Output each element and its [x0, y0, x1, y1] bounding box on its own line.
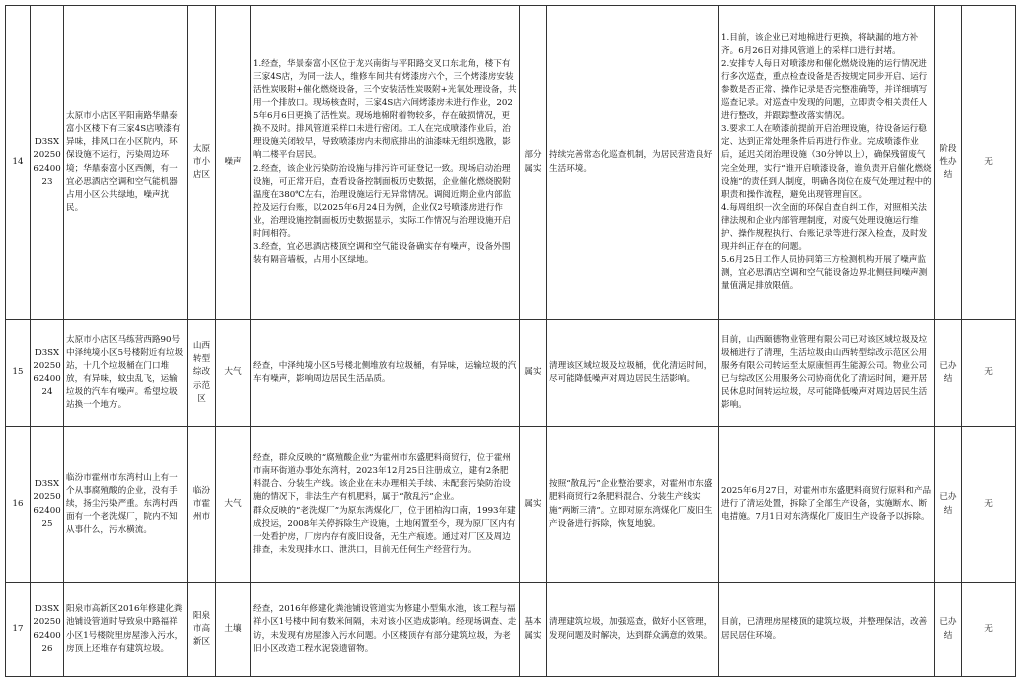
accountability: 无 [962, 6, 1016, 320]
district: 阳泉市高新区 [188, 583, 216, 677]
pollution-type: 大气 [216, 320, 251, 427]
investigation-result: 经查，群众反映的“腐殖酸企业”为霍州市东盛肥料商贸行，位于霍州市南环街道办事处东湾村，2023年12月25日注册成立，建有2条肥料混合、分装生产线。该企业在未办理相关手续、未配套污染防治设施的情况下，非法生产有机肥料，属于“散乱污”企业。 群众反映的“老洗煤厂”为原东湾煤化厂，位于团柏沟口南，1993年建成投运，2008年关停拆除生产设施，土地闲置至今，现为原厂区内有一处看护房，厂房内存有废旧设备，无生产痕迹。通过对厂区及周边排查，未发现排水口、泄洪口，目前无任何生产经营行为。 [251, 427, 520, 583]
complaint-code: D3SX2025062400 25 [31, 427, 64, 583]
handling-opinion: 清理建筑垃圾，加强巡查，做好小区管理，发现问题及时解决，达到群众满意的效果。 [547, 583, 719, 677]
investigation-result: 经查，中泽纯境小区5号楼北侧堆放有垃圾桶，有异味，运输垃圾的汽车有噪声，影响周边居民生活品质。 [251, 320, 520, 427]
complaint-description: 阳泉市高新区2016年修建化粪池铺设管道时导致泉中路福祥小区1号楼院里房屋渗入污水，房顶上还堆存有建筑垃圾。 [64, 583, 188, 677]
complaint-description: 太原市小店区平阳南路华鼎泰富小区楼下有三家4S店喷漆有异味，排风口在小区院内，环保设施不运行，污染周边环境；华鼎泰富小区西侧，有一宜必思酒店空调和空气能机器占用小区公共绿地，噪声扰民。 [64, 6, 188, 320]
district: 临汾市霍州市 [188, 427, 216, 583]
accountability: 无 [962, 583, 1016, 677]
accountability: 无 [962, 427, 1016, 583]
status: 阶段性办结 [935, 6, 962, 320]
complaint-code: D3SX2025062400 26 [31, 583, 64, 677]
table-row [6, 427, 1016, 583]
accountability: 无 [962, 320, 1016, 427]
row-number: 17 [6, 583, 31, 677]
verdict: 属实 [520, 427, 547, 583]
row-number: 14 [6, 6, 31, 320]
rectification-measures: 目前，山西颐德物业管理有限公司已对该区域垃圾及垃圾桶进行了清理，生活垃圾由山西转型综改示范区公用服务有限公司转运至太原康恒再生能源公司。物业公司已与综改区公用服务公司协商优化了清运时间，避开居民休息时间转运垃圾，尽可能降低噪声对周边居民生活影响。 [719, 320, 935, 427]
handling-opinion: 按照“散乱污”企业整治要求，对霍州市东盛肥料商贸行2条肥料混合、分装生产线实施“两断三清”。立即对原东湾煤化厂废旧生产设备进行拆除，恢复地貌。 [547, 427, 719, 583]
complaint-description: 临汾市霍州市东湾村山上有一个从事腐殖酸的企业，没有手续，扬尘污染严重。东湾村西面有一个老洗煤厂，院内不知从事什么，污水横流。 [64, 427, 188, 583]
complaint-code: D3SX2025062400 24 [31, 320, 64, 427]
table-row [6, 320, 1016, 427]
handling-opinion: 持续完善常态化巡查机制，为居民营造良好生活环境。 [547, 6, 719, 320]
investigation-result: 1.经查，华景泰富小区位于龙兴南街与平阳路交叉口东北角，楼下有三家4S店，为同一法人，维修车间共有烤漆房六个，三个烤漆房安装活性炭吸附+催化燃烧设备，三个安装活性炭吸附+光氧处理设备，共用一个排放口。现场核查时，三家4S店六间烤漆房未进行作业，2025年6月6日更换了活性炭。现场地棉附着物较多，存在破损情况，更换不及时。排风管道采样口未进行密闭。工人在完成喷漆作业后，治理设施关闭较早，导致喷漆房内未彻底排出的油漆味无组织逸散，影响二楼平台居民。 2.经查，该企业污染防治设施与排污许可证登记一致。现场启动治理设施，可正常开启，查看设备控制面板历史数据，企业催化燃烧脱附温度在380℃左右，治理设施运行无异常情况。调阅近期企业内部监控及运行台账，以2025年6月24日为例，企业仅2号喷漆房进行作业，治理设施控制面板历史数据显示，实际工作情况与治理设施开启时间相符。 3.经查，宜必思酒店楼顶空调和空气能设备确实存有噪声，设备外围装有隔音墙板，占用小区绿地。 [251, 6, 520, 320]
verdict: 属实 [520, 320, 547, 427]
handling-opinion: 清理该区域垃圾及垃圾桶，优化清运时间，尽可能降低噪声对周边居民生活影响。 [547, 320, 719, 427]
complaint-table [5, 5, 1016, 677]
table-row [6, 6, 1016, 320]
complaint-code: D3SX2025062400 23 [31, 6, 64, 320]
district: 太原市小店区 [188, 6, 216, 320]
rectification-measures: 2025年6月27日，对霍州市东盛肥料商贸行原料和产品进行了清运处置，拆除了全部生产设备，实施断水、断电措施。7月1日对东湾煤化厂废旧生产设备予以拆除。 [719, 427, 935, 583]
row-number: 15 [6, 320, 31, 427]
complaint-description: 太原市小店区马练营西路90号中泽纯境小区5号楼附近有垃圾站，十几个垃圾桶在门口堆放，有异味，蚊虫乱飞，运输垃圾的汽车有噪声。希望垃圾站换一个地方。 [64, 320, 188, 427]
row-number: 16 [6, 427, 31, 583]
table-row [6, 583, 1016, 677]
pollution-type: 大气 [216, 427, 251, 583]
investigation-result: 经查，2016年修建化粪池铺设管道实为修建小型集水池，该工程与福祥小区1号楼中间有数米间隔，未对该小区造成影响。经现场调查、走访，未发现有房屋渗入污水问题。小区楼顶存有部分建筑垃圾，为老旧小区改造工程水泥袋遗留物。 [251, 583, 520, 677]
rectification-measures: 1.目前，该企业已对地棉进行更换，将缺漏的地方补齐。6月26日对排风管道上的采样口进行封堵。 2.安排专人每日对喷漆房和催化燃烧设施的运行情况进行多次巡查，重点检查设备是否按规定同步开启、运行参数是否正常、操作记录是否完整准确等，并详细填写巡查记录。对巡查中发现的问题，立即责令相关责任人进行整改，并跟踪整改落实情况。 3.要求工人在喷漆前提前开启治理设施，待设备运行稳定、达到正常处理条件后再进行作业。完成喷漆作业后，延迟关闭治理设施（30分钟以上），确保残留废气完全处理，实行“谁开启喷漆设备，谁负责开启催化燃烧设施”的责任到人制度，明确各岗位在废气处理过程中的职责和操作流程，避免出现管理盲区。 4.每周组织一次全面的环保自查自纠工作，对照相关法律法规和企业内部管理制度，对废气处理设施运行维护、操作规程执行、台账记录等进行深入检查，及时发现并纠正存在的问题。 5.6月25日工作人员协同第三方检测机构开展了噪声监测，宜必思酒店空调和空气能设备边界北侧昼间噪声测量值满足排放限值。 [719, 6, 935, 320]
status: 已办结 [935, 320, 962, 427]
rectification-measures: 目前，已清理房屋楼顶的建筑垃圾，并整理保洁，改善居民居住环境。 [719, 583, 935, 677]
status: 已办结 [935, 583, 962, 677]
pollution-type: 噪声 [216, 6, 251, 320]
status: 已办结 [935, 427, 962, 583]
district: 山西转型综改示范区 [188, 320, 216, 427]
pollution-type: 土壤 [216, 583, 251, 677]
verdict: 部分属实 [520, 6, 547, 320]
verdict: 基本属实 [520, 583, 547, 677]
